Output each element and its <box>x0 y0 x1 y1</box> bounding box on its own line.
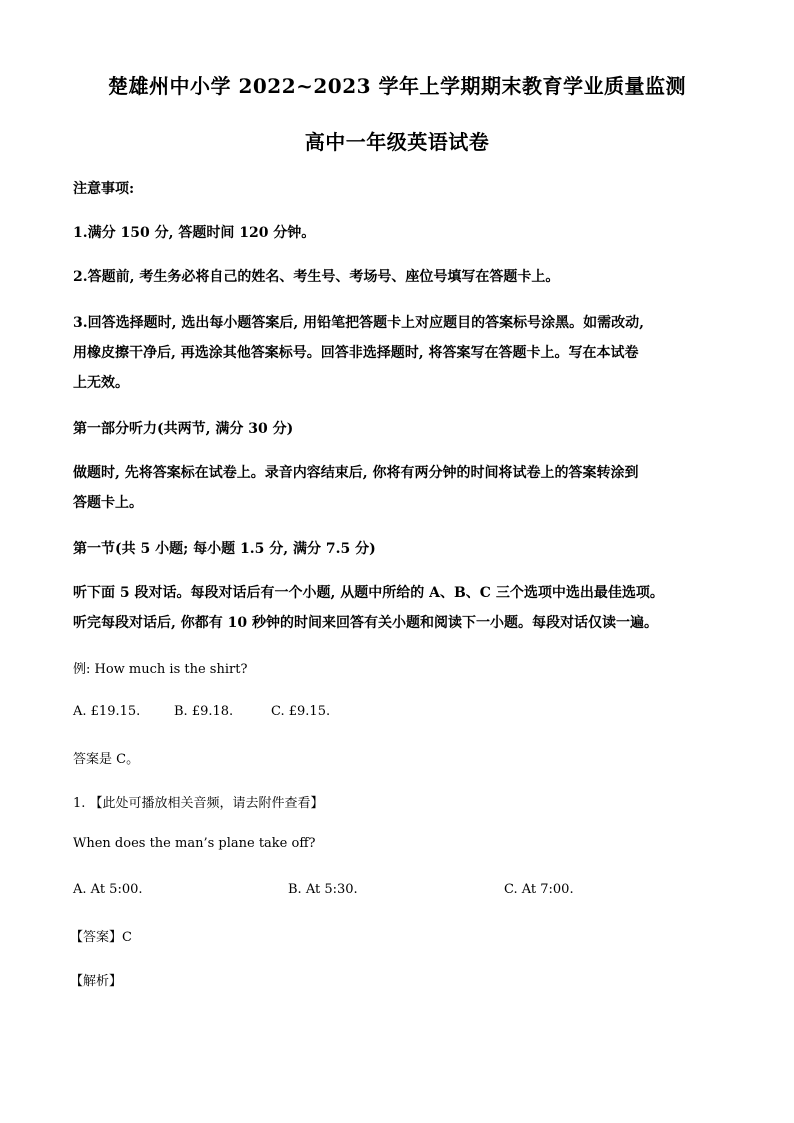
notice-item-3-line3: 上无效。 <box>73 375 129 391</box>
doc-title-line1: 楚雄州中小学 2022~2023 学年上学期期末教育学业质量监测 <box>107 74 686 98</box>
question-1-option-a: A. At 5:00. <box>73 882 143 897</box>
example-option-a: A. £19.15. <box>73 704 141 719</box>
part1-instruction-line2: 答题卡上。 <box>73 495 143 511</box>
section1-instruction-line1: 听下面 5 段对话。每段对话后有一个小题, 从题中所给的 A、B、C 三个选项中选出最佳选项。 <box>73 585 664 601</box>
example-option-b: B. £9.18. <box>174 704 234 719</box>
example-answer: 答案是 C。 <box>73 752 140 767</box>
question-1-label: 1. 【此处可播放相关音频，请去附件查看】 <box>73 796 324 811</box>
question-1-text: When does the man’s plane take off? <box>73 836 316 851</box>
example-question: 例: How much is the shirt? <box>73 662 248 677</box>
section1-instruction-line2: 听完每段对话后, 你都有 10 秒钟的时间来回答有关小题和阅读下一小题。每段对话仅读一遍。 <box>73 615 658 631</box>
question-1-option-c: C. At 7:00. <box>504 882 574 897</box>
notice-item-3-line2: 用橡皮擦干净后, 再选涂其他答案标号。回答非选择题时, 将答案写在答题卡上。写在本试卷 <box>73 345 639 361</box>
example-option-c: C. £9.15. <box>271 704 331 719</box>
section1-heading: 第一节(共 5 小题; 每小题 1.5 分, 满分 7.5 分) <box>73 541 376 557</box>
question-1-option-b: B. At 5:30. <box>288 882 358 897</box>
question-1-analysis: 【解析】 <box>70 974 123 989</box>
part1-instruction-line1: 做题时, 先将答案标在试卷上。录音内容结束后, 你将有两分钟的时间将试卷上的答案转涂到 <box>73 465 639 481</box>
notice-item-2: 2.答题前, 考生务必将自己的姓名、考生号、考场号、座位号填写在答题卡上。 <box>73 269 560 285</box>
part1-heading: 第一部分听力(共两节, 满分 30 分) <box>73 421 294 437</box>
notice-item-1: 1.满分 150 分, 答题时间 120 分钟。 <box>73 225 316 241</box>
question-1-answer: 【答案】C <box>70 930 132 945</box>
doc-title-line2: 高中一年级英语试卷 <box>304 130 490 154</box>
notice-heading: 注意事项: <box>73 181 135 197</box>
notice-item-3-line1: 3.回答选择题时, 选出每小题答案后, 用铅笔把答题卡上对应题目的答案标号涂黑。如需改动, <box>73 315 644 331</box>
